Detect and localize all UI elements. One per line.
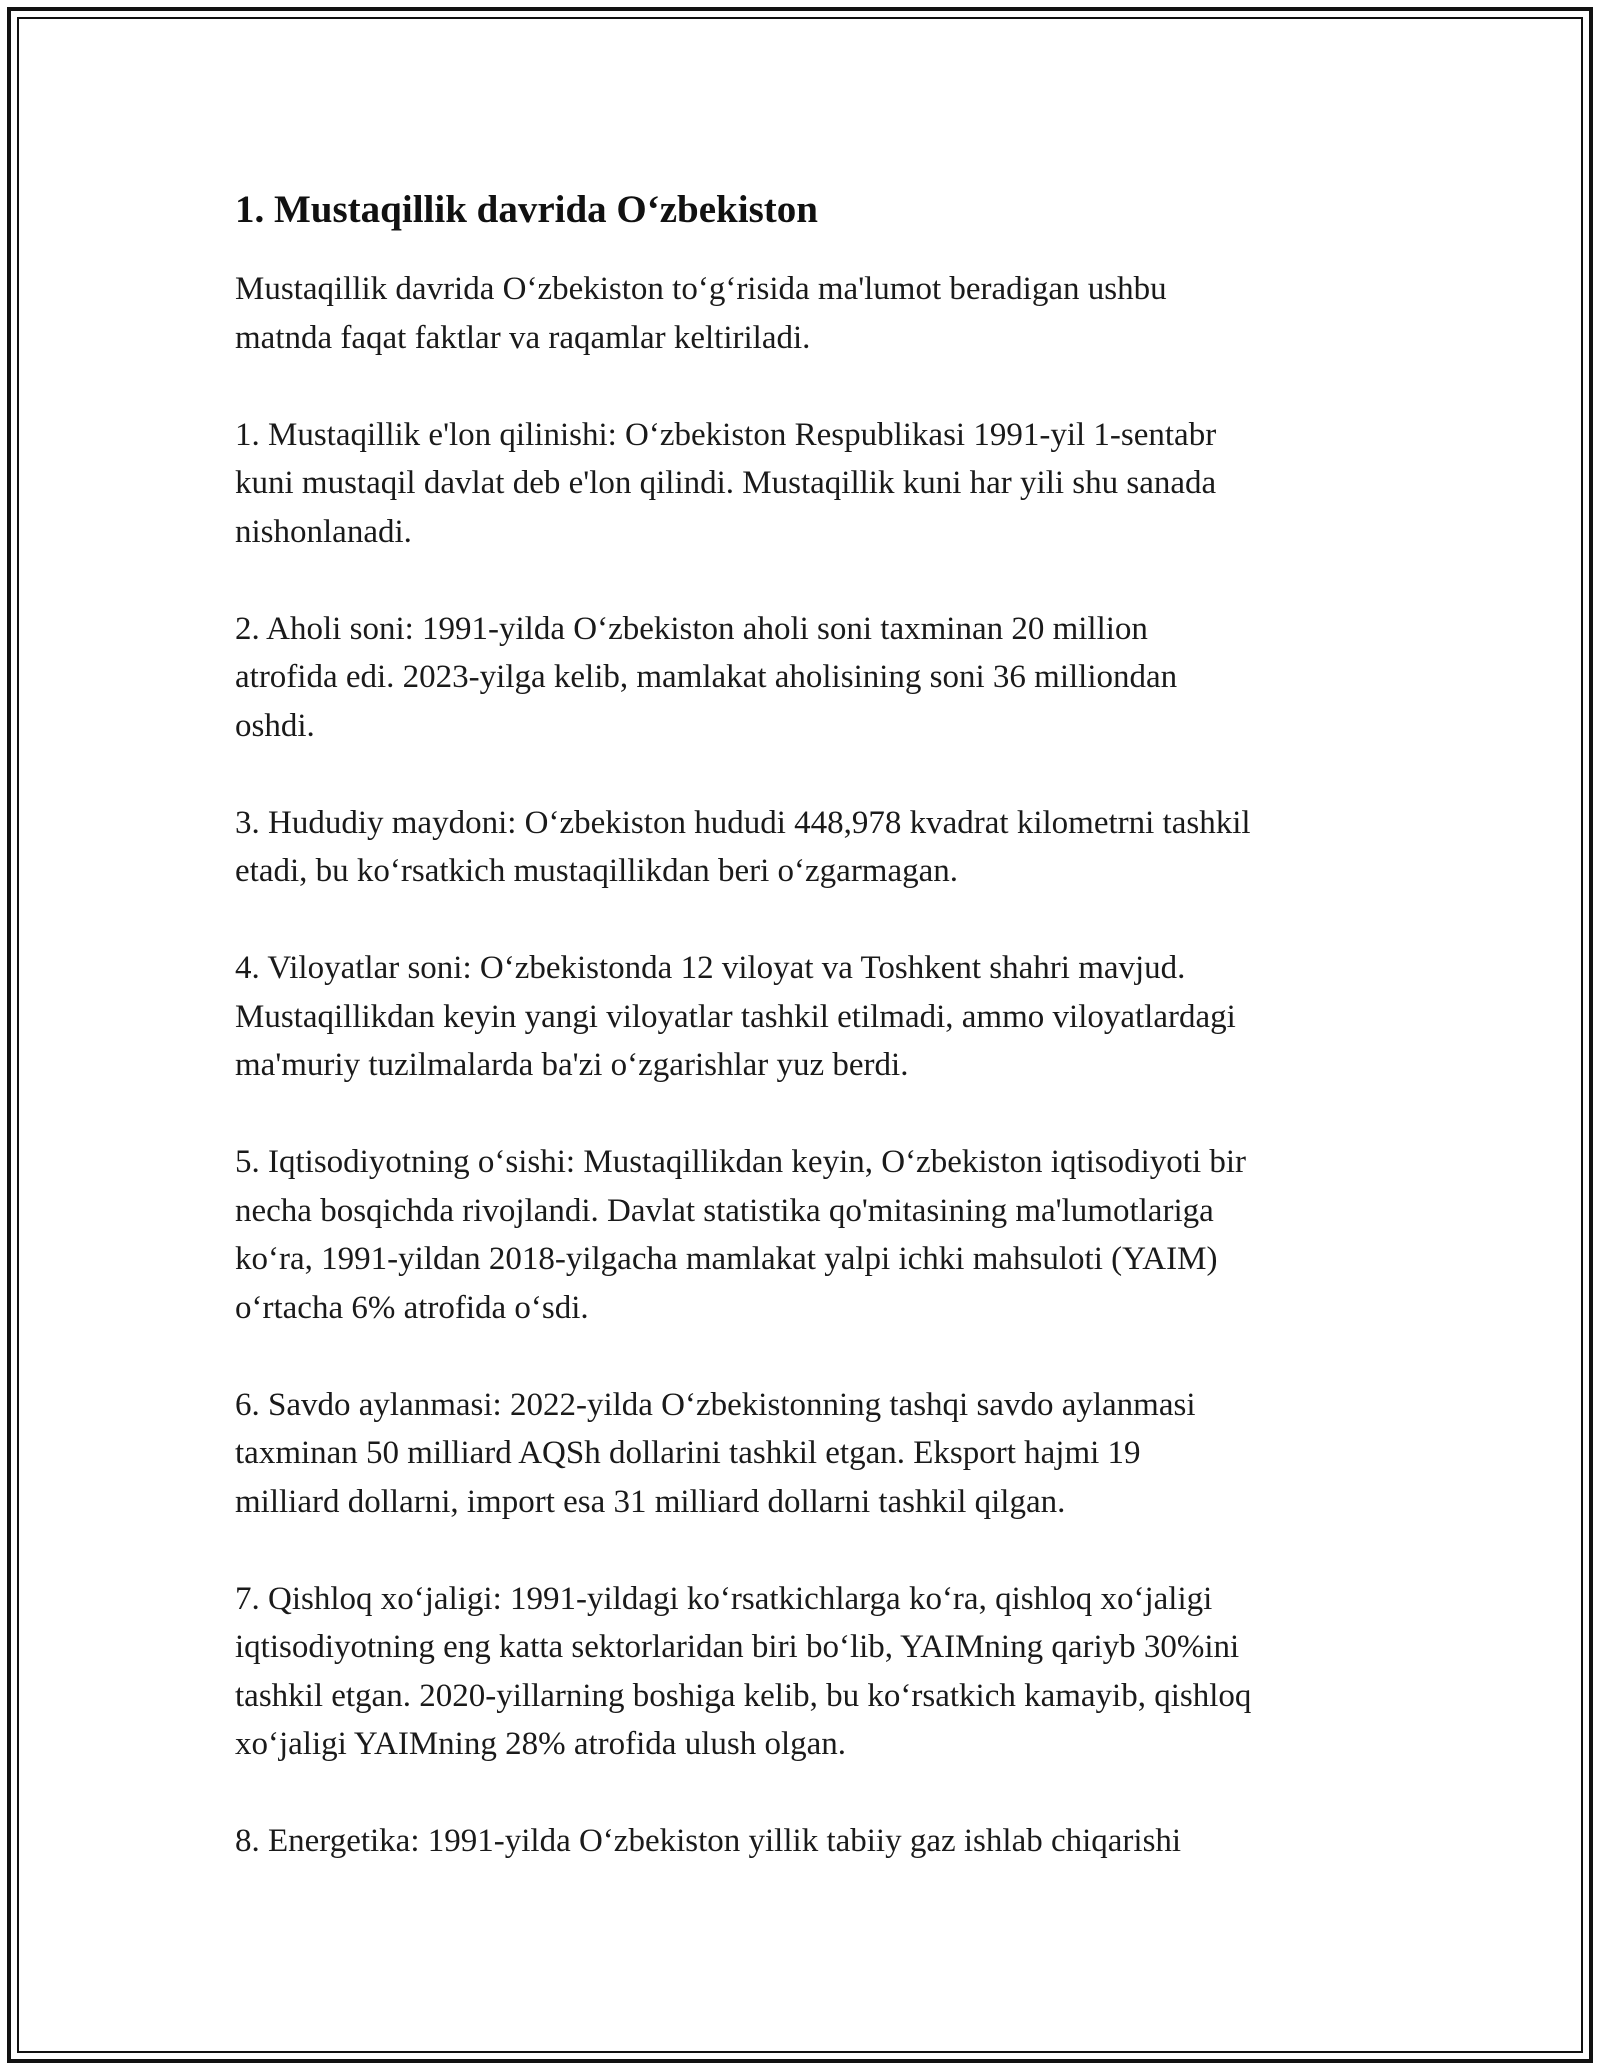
intro-paragraph: Mustaqillik davrida O‘zbekiston to‘g‘risida ma'lumot beradigan ushbu matnda faqat faktlar va raqamlar keltiriladi. xyxy=(235,271,1167,356)
fact-item-economy: 5. Iqtisodiyotning o‘sishi: Mustaqillikdan keyin, O‘zbekiston iqtisodiyoti bir necha bosqichda rivojlandi. Davlat statistika qo'mitasining ma'lumotlariga ko‘ra, 1991-yildan 2018-yilgacha mamlakat yalpi ichki mahsuloti (YAIM) o‘rtacha 6% atrofida o‘sdi. xyxy=(235,1144,1247,1326)
document-title: 1. Mustaqillik davrida O‘zbekiston xyxy=(235,188,818,231)
fact-item-independence: 1. Mustaqillik e'lon qilinishi: O‘zbekiston Respublikasi 1991-yil 1-sentabr kuni mustaqil davlat deb e'lon qilindi. Mustaqillik kuni har yili shu sanada nishonlanadi. xyxy=(235,416,1217,550)
fact-item-agriculture: 7. Qishloq xo‘jaligi: 1991-yildagi ko‘rsatkichlarga ko‘ra, qishloq xo‘jaligi iqtisodiyotning eng katta sektorlaridan biri bo‘lib, YAIMning qariyb 30%ini tashkil etgan. 2020-yillarning boshiga kelib, bu ko‘rsatkich kamayib, qishloq xo‘jaligi YAIMning 28% atrofida ulush olgan. xyxy=(235,1580,1252,1762)
fact-item-territory: 3. Hududiy maydoni: O‘zbekiston hududi 448,978 kvadrat kilometrni tashkil etadi, bu ko‘rsatkich mustaqillikdan beri o‘zgarmagan. xyxy=(235,804,1251,889)
fact-item-energy: 8. Energetika: 1991-yilda O‘zbekiston yillik tabiiy gaz ishlab chiqarishi xyxy=(235,1823,1182,1859)
fact-item-regions: 4. Viloyatlar soni: O‘zbekistonda 12 viloyat va Toshkent shahri mavjud. Mustaqillikdan keyin yangi viloyatlar tashkil etilmadi, ammo viloyatlardagi ma'muriy tuzilmalarda ba'zi o‘zgarishlar yuz berdi. xyxy=(235,950,1236,1083)
document-body xyxy=(235,186,1375,1914)
fact-item-population: 2. Aholi soni: 1991-yilda O‘zbekiston aholi soni taxminan 20 million atrofida edi. 2023-yilga kelib, mamlakat aholisining soni 36 milliondan oshdi. xyxy=(235,610,1178,744)
fact-item-trade: 6. Savdo aylanmasi: 2022-yilda O‘zbekistonning tashqi savdo aylanmasi taxminan 50 milliard AQSh dollarini tashkil etgan. Eksport hajmi 19 milliard dollarni, import esa 31 milliard dollarni tashkil qilgan. xyxy=(235,1386,1196,1520)
